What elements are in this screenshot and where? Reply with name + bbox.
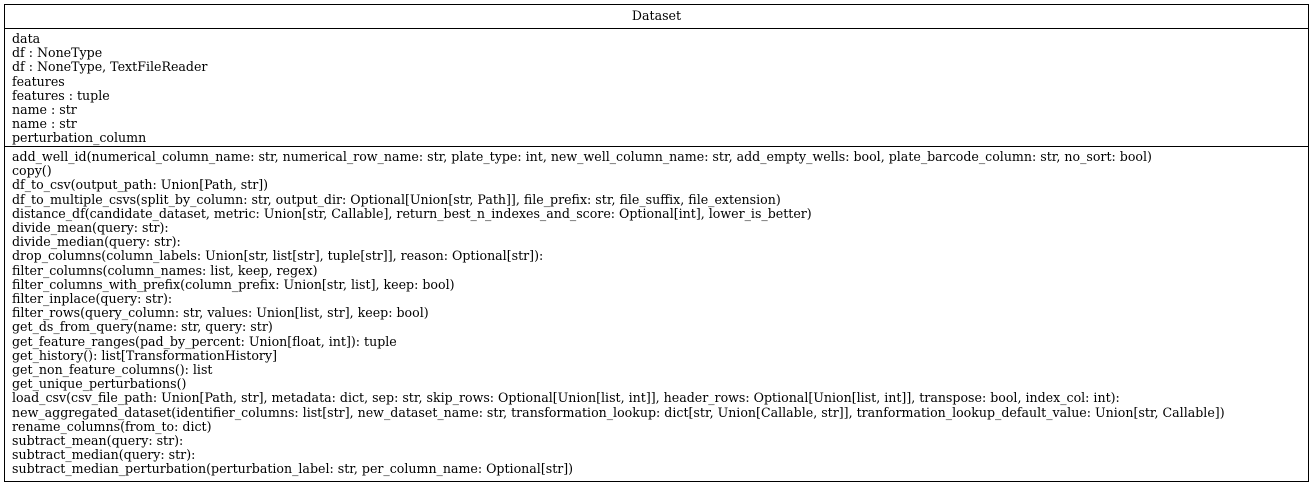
attribute-item: df : NoneType, TextFileReader (12, 59, 208, 75)
method-item: subtract_mean(query: str): (12, 433, 184, 449)
class-name: Dataset (5, 5, 1308, 29)
method-item: copy() (12, 163, 52, 179)
attribute-item: df : NoneType (12, 45, 103, 61)
method-item: get_history(): list[TransformationHistory] (12, 347, 277, 363)
method-item: new_aggregated_dataset(identifier_columns: list[str], new_dataset_name: str, transformation_lookup: dict[str, Union[Callable, str]], tranformation_lookup_default_value: Union[str, Callable]) (12, 404, 1225, 420)
method-item: get_ds_from_query(name: str, query: str) (12, 319, 273, 335)
attribute-item: data (12, 31, 41, 46)
attribute-item: name : str (12, 102, 77, 118)
methods-section (5, 147, 1308, 477)
method-item: drop_columns(column_labels: Union[str, list[str], tuple[str]], reason: Optional[str]): (12, 248, 544, 264)
method-item: filter_inplace(query: str): (12, 291, 173, 307)
method-item: filter_columns_with_prefix(column_prefix: Union[str, list], keep: bool) (12, 276, 455, 292)
method-item: divide_mean(query: str): (12, 220, 169, 236)
method-item: get_non_feature_columns(): list (12, 362, 213, 378)
attributes-section (5, 29, 1308, 147)
attribute-item: features : tuple (12, 87, 110, 103)
method-item: get_feature_ranges(pad_by_percent: Union[float, int]): tuple (12, 333, 397, 349)
method-item: load_csv(csv_file_path: Union[Path, str], metadata: dict, sep: str, skip_rows: Optional[Union[list, int]], header_rows: Optional[Union[list, int]], transpose: bool, index_col: int): (12, 390, 1120, 406)
uml-class-box (4, 4, 1309, 482)
method-item: add_well_id(numerical_column_name: str, numerical_row_name: str, plate_type: int, new_well_column_name: str, add_empty_wells: bool, plate_barcode_column: str, no_sort: bool) (12, 149, 1152, 164)
method-item: distance_df(candidate_dataset, metric: Union[str, Callable], return_best_n_indexes_and_score: Optional[int], lower_is_better) (12, 205, 812, 221)
method-item: rename_columns(from_to: dict) (12, 418, 212, 434)
method-item: get_unique_perturbations() (12, 376, 187, 392)
attribute-item: features (12, 73, 65, 89)
method-item: df_to_csv(output_path: Union[Path, str]) (12, 177, 269, 193)
method-item: df_to_multiple_csvs(split_by_column: str, output_dir: Optional[Union[str, Path]], file_prefix: str, file_suffix, file_extension) (12, 191, 781, 207)
method-item: divide_median(query: str): (12, 234, 181, 250)
method-item: subtract_median(query: str): (12, 447, 196, 463)
method-item: filter_columns(column_names: list, keep, regex) (12, 262, 318, 278)
attribute-item: name : str (12, 116, 77, 132)
attribute-item: perturbation_column (12, 130, 147, 146)
method-item: subtract_median_perturbation(perturbation_label: str, per_column_name: Optional[str]) (12, 461, 574, 477)
method-item: filter_rows(query_column: str, values: Union[list, str], keep: bool) (12, 305, 429, 321)
